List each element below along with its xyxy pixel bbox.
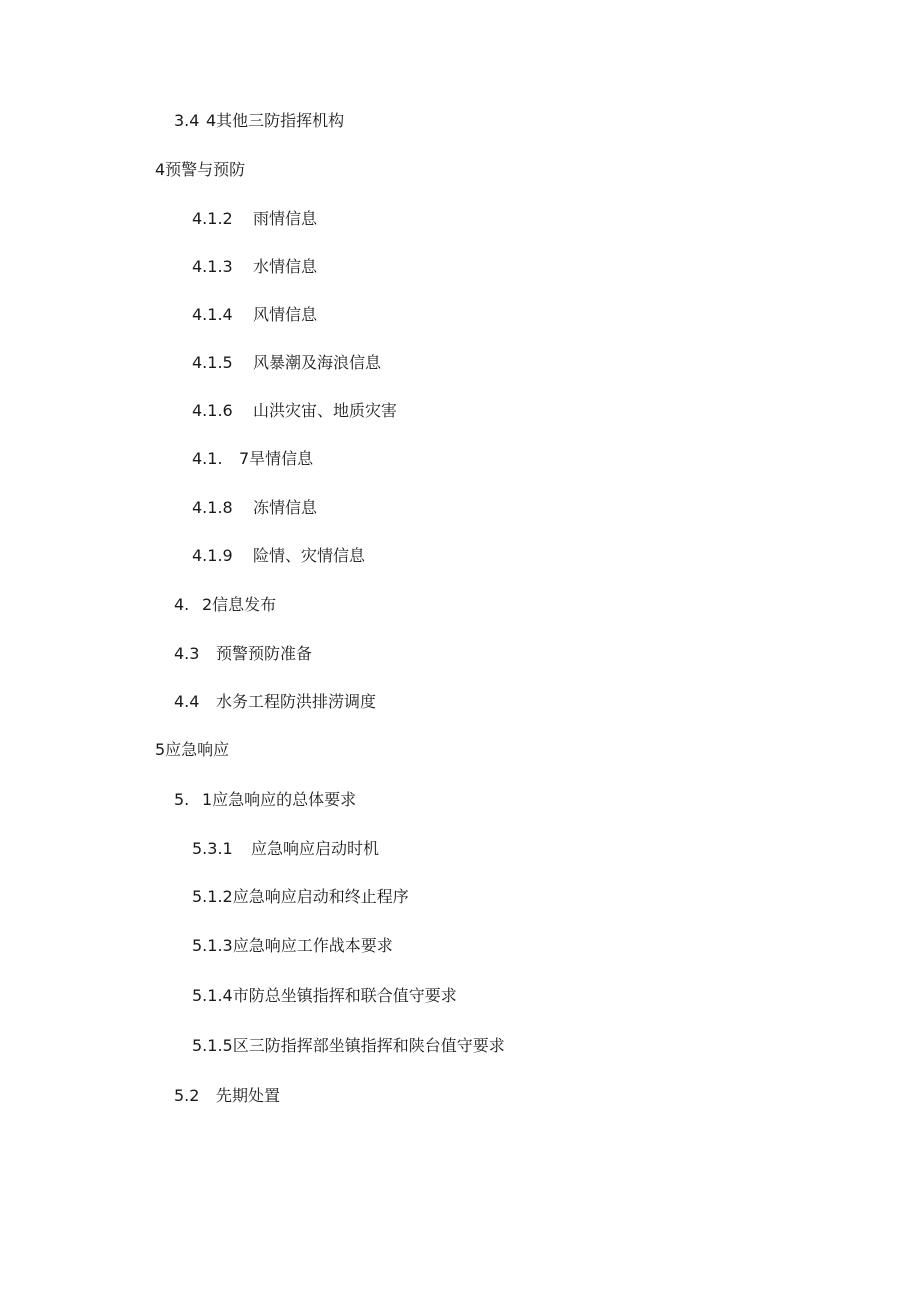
toc-number: 5.	[174, 790, 190, 809]
toc-entry	[192, 449, 313, 469]
toc-entry	[192, 498, 317, 518]
toc-title: 水务工程防洪排涝调度	[216, 692, 377, 711]
toc-title: 山洪灾宙、地质灾害	[253, 401, 398, 420]
toc-title: 4其他三防指挥机构	[206, 111, 345, 130]
toc-title: 险情、灾情信息	[253, 546, 366, 565]
toc-title: 冻情信息	[253, 498, 318, 517]
toc-number: 4.3	[174, 644, 200, 663]
toc-entry	[174, 1086, 280, 1106]
toc-entry	[174, 692, 376, 712]
toc-number: 4.1.2	[192, 209, 233, 228]
toc-title: 5应急响应	[155, 740, 230, 759]
toc-number: 4.1.9	[192, 546, 233, 565]
toc-number: 4.1.5	[192, 353, 233, 372]
toc-number: 4.	[174, 595, 190, 614]
toc-entry	[192, 257, 317, 277]
toc-title: 水情信息	[253, 257, 318, 276]
toc-number: 4.1.4	[192, 305, 233, 324]
toc-title: 1应急响应的总体要求	[202, 790, 357, 809]
toc-entry	[192, 209, 317, 229]
toc-number: 5.2	[174, 1086, 200, 1105]
toc-number: 5.3.1	[192, 839, 233, 858]
toc-number: 4.1.3	[192, 257, 233, 276]
toc-entry	[192, 353, 381, 373]
toc-title: 5.1.2应急响应启动和终止程序	[192, 887, 409, 906]
toc-entry	[174, 790, 356, 810]
toc-number: 4.1.8	[192, 498, 233, 517]
toc-title: 预警预防准备	[216, 644, 313, 663]
toc-entry	[174, 111, 344, 131]
toc-number: 3.4	[174, 111, 200, 130]
toc-entry	[174, 595, 276, 615]
toc-entry	[192, 936, 393, 956]
toc-number: 4.1.6	[192, 401, 233, 420]
toc-entry	[192, 305, 317, 325]
toc-title: 先期处置	[216, 1086, 281, 1105]
toc-title: 5.1.3应急响应工作战本要求	[192, 936, 393, 955]
toc-entry	[192, 839, 379, 859]
toc-title: 5.1.5区三防指挥部坐镇指挥和陕台值守要求	[192, 1036, 505, 1055]
toc-entry	[192, 887, 409, 907]
toc-entry	[192, 986, 457, 1006]
toc-title: 风暴潮及海浪信息	[253, 353, 382, 372]
toc-entry	[155, 160, 245, 180]
toc-title: 7旱情信息	[239, 449, 314, 468]
toc-number: 4.4	[174, 692, 200, 711]
toc-title: 4预警与预防	[155, 160, 246, 179]
toc-title: 2信息发布	[202, 595, 277, 614]
toc-title: 雨情信息	[253, 209, 318, 228]
toc-entry	[155, 740, 229, 760]
toc-title: 风情信息	[253, 305, 318, 324]
toc-number: 4.1.	[192, 449, 223, 468]
toc-entry	[192, 1036, 505, 1056]
toc-title: 5.1.4市防总坐镇指挥和联合值守要求	[192, 986, 457, 1005]
toc-entry	[192, 401, 397, 421]
toc-title: 应急响应启动时机	[251, 839, 380, 858]
toc-entry	[174, 644, 312, 664]
toc-entry	[192, 546, 365, 566]
